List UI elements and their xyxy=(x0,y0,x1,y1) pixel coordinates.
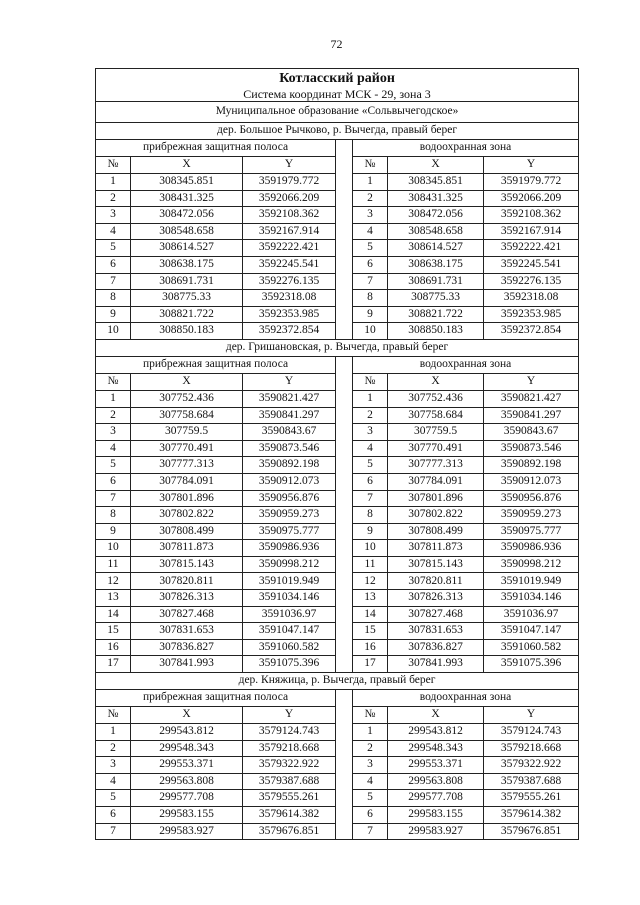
subtable-title-row xyxy=(96,690,579,707)
cell-x-right: 308614.527 xyxy=(388,240,484,257)
column-gap xyxy=(336,140,353,340)
cell-x-right: 307784.091 xyxy=(388,473,484,490)
cell-x-left: 307784.091 xyxy=(131,473,243,490)
cell-num-left: 7 xyxy=(96,823,131,840)
cell-x-right: 308638.175 xyxy=(388,256,484,273)
col-header-num-right: № xyxy=(353,373,388,390)
cell-y-left: 3579676.851 xyxy=(243,823,336,840)
cell-num-left: 4 xyxy=(96,773,131,790)
cell-num-left: 6 xyxy=(96,473,131,490)
cell-num-left: 12 xyxy=(96,573,131,590)
cell-y-right: 3579555.261 xyxy=(484,790,579,807)
cell-num-left: 3 xyxy=(96,207,131,224)
subtable-title-row xyxy=(96,140,579,157)
cell-num-left: 14 xyxy=(96,606,131,623)
cell-y-right: 3591047.147 xyxy=(484,623,579,640)
section-title: дер. Гришановская, р. Вычегда, правый берег xyxy=(96,339,579,356)
cell-x-left: 307770.491 xyxy=(131,440,243,457)
section-title-row xyxy=(96,123,579,140)
cell-num-left: 2 xyxy=(96,190,131,207)
cell-x-left: 308472.056 xyxy=(131,207,243,224)
cell-num-right: 6 xyxy=(353,473,388,490)
cell-num-right: 7 xyxy=(353,490,388,507)
cell-x-left: 299553.371 xyxy=(131,757,243,774)
cell-x-left: 308691.731 xyxy=(131,273,243,290)
cell-num-left: 4 xyxy=(96,223,131,240)
cell-y-right: 3590975.777 xyxy=(484,523,579,540)
cell-x-right: 299548.343 xyxy=(388,740,484,757)
cell-x-right: 307815.143 xyxy=(388,556,484,573)
col-header-num-left: № xyxy=(96,373,131,390)
subtable-title-left: прибрежная защитная полоса xyxy=(96,140,336,157)
cell-x-right: 308431.325 xyxy=(388,190,484,207)
cell-x-right: 307802.822 xyxy=(388,507,484,524)
column-gap xyxy=(336,356,353,672)
cell-y-right: 3579676.851 xyxy=(484,823,579,840)
cell-x-left: 307827.468 xyxy=(131,606,243,623)
cell-num-left: 2 xyxy=(96,407,131,424)
cell-num-right: 7 xyxy=(353,273,388,290)
subtable-title-left: прибрежная защитная полоса xyxy=(96,690,336,707)
cell-x-left: 307802.822 xyxy=(131,507,243,524)
cell-num-right: 4 xyxy=(353,773,388,790)
cell-num-left: 6 xyxy=(96,807,131,824)
cell-x-right: 307827.468 xyxy=(388,606,484,623)
cell-x-right: 307826.313 xyxy=(388,590,484,607)
cell-y-left: 3590821.427 xyxy=(243,390,336,407)
col-header-num-right: № xyxy=(353,707,388,724)
cell-num-right: 8 xyxy=(353,507,388,524)
cell-x-left: 308431.325 xyxy=(131,190,243,207)
cell-y-left: 3592318.08 xyxy=(243,290,336,307)
cell-num-left: 1 xyxy=(96,724,131,741)
cell-y-left: 3592245.541 xyxy=(243,256,336,273)
subtable-title-left: прибрежная защитная полоса xyxy=(96,356,336,373)
cell-y-left: 3592276.135 xyxy=(243,273,336,290)
cell-x-right: 308821.722 xyxy=(388,306,484,323)
cell-y-right: 3591034.146 xyxy=(484,590,579,607)
cell-num-right: 16 xyxy=(353,639,388,656)
cell-x-right: 307777.313 xyxy=(388,457,484,474)
cell-y-right: 3592245.541 xyxy=(484,256,579,273)
cell-y-right: 3592276.135 xyxy=(484,273,579,290)
cell-num-right: 10 xyxy=(353,323,388,340)
cell-x-right: 308691.731 xyxy=(388,273,484,290)
cell-x-right: 307758.684 xyxy=(388,407,484,424)
district-title: Котласский район xyxy=(279,70,395,86)
cell-y-left: 3590841.297 xyxy=(243,407,336,424)
cell-x-right: 299583.155 xyxy=(388,807,484,824)
col-header-x-right: X xyxy=(388,157,484,174)
cell-num-left: 3 xyxy=(96,424,131,441)
cell-num-right: 2 xyxy=(353,407,388,424)
col-header-num-left: № xyxy=(96,707,131,724)
cell-num-left: 9 xyxy=(96,306,131,323)
cell-num-left: 6 xyxy=(96,256,131,273)
cell-y-right: 3591036.97 xyxy=(484,606,579,623)
cell-x-left: 307759.5 xyxy=(131,424,243,441)
cell-num-left: 5 xyxy=(96,457,131,474)
cell-y-right: 3592222.421 xyxy=(484,240,579,257)
section-title-row xyxy=(96,339,579,356)
cell-x-left: 307811.873 xyxy=(131,540,243,557)
cell-y-right: 3590912.073 xyxy=(484,473,579,490)
cell-num-left: 16 xyxy=(96,639,131,656)
cell-x-left: 308614.527 xyxy=(131,240,243,257)
cell-num-right: 4 xyxy=(353,223,388,240)
col-header-y-left: Y xyxy=(243,157,336,174)
cell-x-right: 308548.658 xyxy=(388,223,484,240)
cell-x-right: 308345.851 xyxy=(388,174,484,191)
cell-y-left: 3579555.261 xyxy=(243,790,336,807)
col-header-num-right: № xyxy=(353,157,388,174)
cell-x-left: 307831.653 xyxy=(131,623,243,640)
cell-x-right: 307820.811 xyxy=(388,573,484,590)
cell-x-right: 299543.812 xyxy=(388,724,484,741)
cell-num-left: 13 xyxy=(96,590,131,607)
cell-y-right: 3591060.582 xyxy=(484,639,579,656)
cell-y-left: 3590998.212 xyxy=(243,556,336,573)
cell-num-right: 1 xyxy=(353,724,388,741)
cell-num-left: 10 xyxy=(96,323,131,340)
cell-num-right: 5 xyxy=(353,240,388,257)
cell-y-right: 3579218.668 xyxy=(484,740,579,757)
cell-y-right: 3590998.212 xyxy=(484,556,579,573)
cell-num-left: 11 xyxy=(96,556,131,573)
cell-y-right: 3591019.949 xyxy=(484,573,579,590)
cell-y-right: 3590841.297 xyxy=(484,407,579,424)
cell-num-right: 13 xyxy=(353,590,388,607)
cell-x-left: 307836.827 xyxy=(131,639,243,656)
cell-x-left: 299583.927 xyxy=(131,823,243,840)
col-header-x-left: X xyxy=(131,157,243,174)
cell-y-left: 3591979.772 xyxy=(243,174,336,191)
cell-y-left: 3579614.382 xyxy=(243,807,336,824)
cell-y-right: 3590821.427 xyxy=(484,390,579,407)
cell-x-left: 307841.993 xyxy=(131,656,243,673)
cell-x-right: 299583.927 xyxy=(388,823,484,840)
cell-x-left: 307826.313 xyxy=(131,590,243,607)
col-header-x-left: X xyxy=(131,707,243,724)
cell-x-right: 308775.33 xyxy=(388,290,484,307)
cell-x-left: 299563.808 xyxy=(131,773,243,790)
cell-x-right: 307801.896 xyxy=(388,490,484,507)
cell-x-left: 307808.499 xyxy=(131,523,243,540)
cell-y-left: 3590975.777 xyxy=(243,523,336,540)
cell-x-right: 307836.827 xyxy=(388,639,484,656)
cell-num-left: 10 xyxy=(96,540,131,557)
cell-x-right: 307770.491 xyxy=(388,440,484,457)
cell-y-left: 3590956.876 xyxy=(243,490,336,507)
cell-x-right: 299563.808 xyxy=(388,773,484,790)
section-title: дер. Княжица, р. Вычегда, правый берег xyxy=(96,673,579,690)
cell-num-right: 3 xyxy=(353,424,388,441)
cell-y-left: 3590843.67 xyxy=(243,424,336,441)
cell-y-right: 3579387.688 xyxy=(484,773,579,790)
subtable-title-right: водоохранная зона xyxy=(353,140,579,157)
cell-num-right: 5 xyxy=(353,790,388,807)
cell-num-right: 10 xyxy=(353,540,388,557)
cell-y-left: 3590892.198 xyxy=(243,457,336,474)
cell-y-right: 3579614.382 xyxy=(484,807,579,824)
cell-x-left: 307752.436 xyxy=(131,390,243,407)
col-header-x-right: X xyxy=(388,373,484,390)
cell-x-right: 308850.183 xyxy=(388,323,484,340)
cell-num-right: 2 xyxy=(353,740,388,757)
cell-x-right: 307841.993 xyxy=(388,656,484,673)
cell-x-left: 308821.722 xyxy=(131,306,243,323)
cell-num-left: 5 xyxy=(96,240,131,257)
cell-y-right: 3579322.922 xyxy=(484,757,579,774)
coordinates-table xyxy=(95,68,579,840)
municipality-row xyxy=(96,102,579,123)
cell-x-right: 308472.056 xyxy=(388,207,484,224)
municipality-title: Муниципальное образование «Сольвычегодское» xyxy=(96,102,579,123)
table-header-cell xyxy=(96,69,579,102)
cell-y-left: 3590873.546 xyxy=(243,440,336,457)
cell-x-left: 307777.313 xyxy=(131,457,243,474)
section-title: дер. Большое Рычково, р. Вычегда, правый берег xyxy=(96,123,579,140)
cell-y-left: 3590912.073 xyxy=(243,473,336,490)
cell-num-left: 4 xyxy=(96,440,131,457)
section-title-row xyxy=(96,673,579,690)
cell-num-right: 1 xyxy=(353,174,388,191)
coord-system-label: Система координат МСК - 29, зона 3 xyxy=(243,86,431,101)
col-header-y-left: Y xyxy=(243,373,336,390)
cell-num-left: 2 xyxy=(96,740,131,757)
cell-num-left: 7 xyxy=(96,490,131,507)
cell-y-left: 3590986.936 xyxy=(243,540,336,557)
cell-num-left: 17 xyxy=(96,656,131,673)
table-header-row xyxy=(96,69,579,102)
cell-num-right: 6 xyxy=(353,256,388,273)
cell-y-left: 3591060.582 xyxy=(243,639,336,656)
col-header-x-left: X xyxy=(131,373,243,390)
cell-num-right: 4 xyxy=(353,440,388,457)
cell-x-left: 307820.811 xyxy=(131,573,243,590)
cell-num-right: 3 xyxy=(353,757,388,774)
cell-num-left: 5 xyxy=(96,790,131,807)
cell-y-right: 3590843.67 xyxy=(484,424,579,441)
cell-y-right: 3590959.273 xyxy=(484,507,579,524)
cell-y-left: 3591047.147 xyxy=(243,623,336,640)
cell-y-right: 3592167.914 xyxy=(484,223,579,240)
cell-num-right: 9 xyxy=(353,306,388,323)
cell-num-right: 6 xyxy=(353,807,388,824)
cell-y-right: 3592066.209 xyxy=(484,190,579,207)
cell-num-right: 9 xyxy=(353,523,388,540)
cell-num-right: 5 xyxy=(353,457,388,474)
cell-y-right: 3590873.546 xyxy=(484,440,579,457)
cell-num-right: 3 xyxy=(353,207,388,224)
column-gap xyxy=(336,690,353,840)
cell-y-left: 3579387.688 xyxy=(243,773,336,790)
cell-y-right: 3591979.772 xyxy=(484,174,579,191)
cell-num-right: 7 xyxy=(353,823,388,840)
cell-x-right: 307752.436 xyxy=(388,390,484,407)
cell-x-left: 307801.896 xyxy=(131,490,243,507)
cell-y-left: 3592066.209 xyxy=(243,190,336,207)
cell-x-left: 307815.143 xyxy=(131,556,243,573)
subtable-title-row xyxy=(96,356,579,373)
page-number: 72 xyxy=(330,37,343,51)
col-header-y-right: Y xyxy=(484,373,579,390)
cell-y-right: 3592353.985 xyxy=(484,306,579,323)
cell-y-left: 3591034.146 xyxy=(243,590,336,607)
cell-y-right: 3592108.362 xyxy=(484,207,579,224)
cell-num-right: 11 xyxy=(353,556,388,573)
subtable-title-right: водоохранная зона xyxy=(353,690,579,707)
cell-y-right: 3590956.876 xyxy=(484,490,579,507)
cell-num-right: 17 xyxy=(353,656,388,673)
cell-x-right: 307831.653 xyxy=(388,623,484,640)
cell-x-left: 299577.708 xyxy=(131,790,243,807)
cell-x-left: 299543.812 xyxy=(131,724,243,741)
col-header-x-right: X xyxy=(388,707,484,724)
cell-y-left: 3592222.421 xyxy=(243,240,336,257)
cell-x-left: 308345.851 xyxy=(131,174,243,191)
cell-y-right: 3590986.936 xyxy=(484,540,579,557)
cell-num-right: 12 xyxy=(353,573,388,590)
cell-y-left: 3591075.396 xyxy=(243,656,336,673)
cell-y-left: 3592353.985 xyxy=(243,306,336,323)
cell-num-right: 8 xyxy=(353,290,388,307)
cell-y-right: 3591075.396 xyxy=(484,656,579,673)
cell-num-left: 1 xyxy=(96,390,131,407)
cell-num-left: 3 xyxy=(96,757,131,774)
table-body xyxy=(96,69,579,840)
cell-y-left: 3591019.949 xyxy=(243,573,336,590)
cell-y-left: 3579322.922 xyxy=(243,757,336,774)
cell-x-right: 299577.708 xyxy=(388,790,484,807)
cell-num-right: 14 xyxy=(353,606,388,623)
cell-num-left: 7 xyxy=(96,273,131,290)
cell-x-right: 299553.371 xyxy=(388,757,484,774)
cell-y-left: 3592108.362 xyxy=(243,207,336,224)
cell-x-left: 308548.658 xyxy=(131,223,243,240)
cell-num-left: 8 xyxy=(96,507,131,524)
cell-y-left: 3579218.668 xyxy=(243,740,336,757)
cell-num-right: 15 xyxy=(353,623,388,640)
cell-x-left: 307758.684 xyxy=(131,407,243,424)
cell-y-right: 3592372.854 xyxy=(484,323,579,340)
col-header-y-right: Y xyxy=(484,707,579,724)
cell-num-left: 1 xyxy=(96,174,131,191)
cell-y-left: 3592167.914 xyxy=(243,223,336,240)
col-header-y-right: Y xyxy=(484,157,579,174)
cell-num-right: 2 xyxy=(353,190,388,207)
cell-x-right: 307811.873 xyxy=(388,540,484,557)
cell-num-left: 15 xyxy=(96,623,131,640)
cell-y-left: 3592372.854 xyxy=(243,323,336,340)
cell-num-left: 8 xyxy=(96,290,131,307)
cell-x-left: 308775.33 xyxy=(131,290,243,307)
cell-num-right: 1 xyxy=(353,390,388,407)
col-header-y-left: Y xyxy=(243,707,336,724)
cell-x-left: 299548.343 xyxy=(131,740,243,757)
cell-x-left: 308850.183 xyxy=(131,323,243,340)
cell-y-left: 3591036.97 xyxy=(243,606,336,623)
cell-num-left: 9 xyxy=(96,523,131,540)
cell-y-left: 3590959.273 xyxy=(243,507,336,524)
col-header-num-left: № xyxy=(96,157,131,174)
cell-y-left: 3579124.743 xyxy=(243,724,336,741)
cell-x-left: 299583.155 xyxy=(131,807,243,824)
cell-y-right: 3579124.743 xyxy=(484,724,579,741)
cell-x-right: 307808.499 xyxy=(388,523,484,540)
cell-y-right: 3590892.198 xyxy=(484,457,579,474)
subtable-title-right: водоохранная зона xyxy=(353,356,579,373)
cell-y-right: 3592318.08 xyxy=(484,290,579,307)
cell-x-left: 308638.175 xyxy=(131,256,243,273)
cell-x-right: 307759.5 xyxy=(388,424,484,441)
